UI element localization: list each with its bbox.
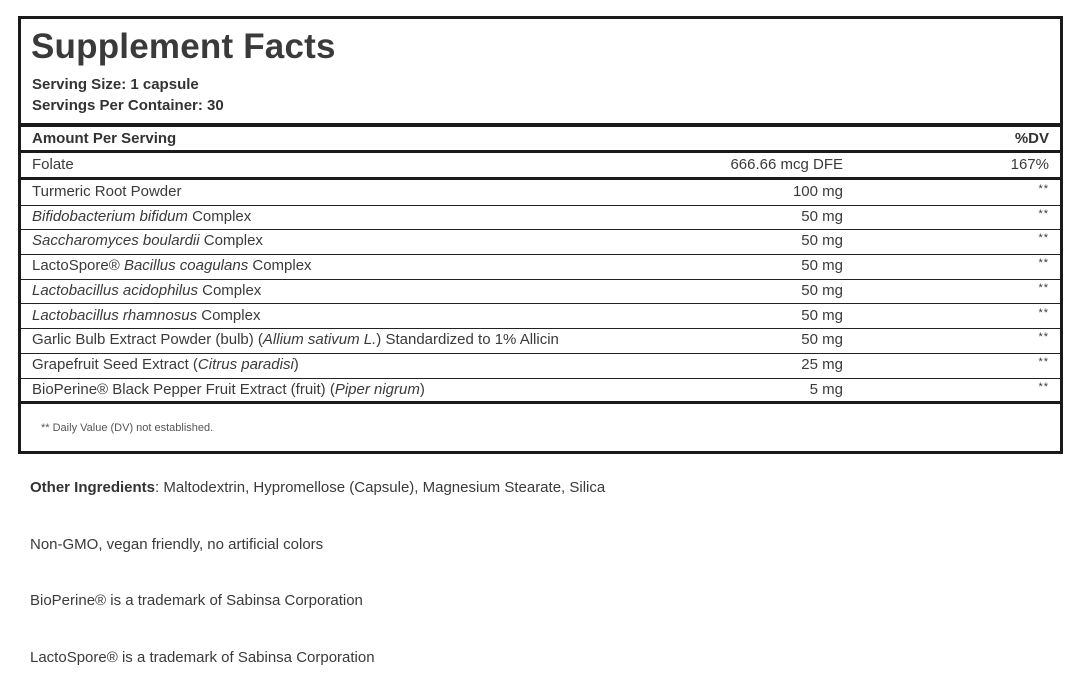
servings-per-container: Servings Per Container: 30 — [32, 97, 224, 114]
latin-name: Saccharomyces boulardii — [32, 232, 200, 250]
folate-row — [21, 153, 1060, 178]
table-row — [21, 180, 1060, 206]
ingredient-name — [32, 208, 251, 225]
latin-name: Bifidobacterium bifidum — [32, 207, 188, 225]
ingredient-dv: ** — [1038, 183, 1049, 195]
table-row — [21, 328, 1060, 354]
table-row — [21, 254, 1060, 280]
ingredient-name — [32, 282, 261, 299]
ingredient-dv: ** — [1038, 306, 1049, 319]
name-text: Garlic Bulb Extract Powder (bulb) ( — [32, 331, 263, 349]
ingredient-name — [32, 183, 182, 200]
table-row — [21, 353, 1060, 379]
other-ingredients — [30, 479, 605, 496]
dv-footnote: ** Daily Value (DV) not established. — [41, 422, 214, 434]
ingredient-name — [32, 356, 299, 373]
table-row — [21, 304, 1060, 330]
name-text: Grapefruit Seed Extract ( — [32, 355, 198, 373]
ingredient-dv: ** — [1038, 232, 1049, 245]
ingredient-name — [32, 381, 425, 398]
table-row — [21, 378, 1060, 403]
ingredient-dv: ** — [1038, 380, 1049, 393]
ingredient-dv: 167% — [1010, 156, 1049, 173]
name-text: ) — [419, 380, 425, 398]
ingredient-amount: 50 mg — [801, 281, 843, 299]
latin-name: Citrus paradisi — [197, 355, 294, 373]
name-text: BioPerine® Black Pepper Fruit Extract (fruit) ( — [32, 380, 335, 398]
ingredient-name — [32, 232, 263, 249]
name-text: LactoSpore® — [32, 257, 124, 275]
note-lactospore-trademark: LactoSpore® is a trademark of Sabinsa Corporation — [30, 649, 375, 666]
name-text: Complex — [248, 257, 312, 275]
other-ingredients-label: Other Ingredients — [30, 479, 156, 496]
name-text: Turmeric Root Powder — [32, 183, 182, 200]
amount-per-serving-header: Amount Per Serving — [32, 130, 177, 147]
name-text: Complex — [187, 207, 252, 225]
serving-size: Serving Size: 1 capsule — [32, 76, 199, 93]
ingredient-name — [32, 331, 559, 348]
ingredient-amount: 50 mg — [801, 257, 843, 275]
other-ingredients-text: : Maltodextrin, Hypromellose (Capsule), Magnesium Stearate, Silica — [155, 479, 606, 496]
name-text: ) Standardized to 1% Allicin — [376, 331, 559, 349]
divider-thick — [21, 123, 1060, 127]
ingredient-amount: 50 mg — [801, 232, 843, 250]
latin-name: Bacillus coagulans — [123, 257, 249, 275]
ingredient-dv: ** — [1038, 331, 1049, 344]
table-row — [21, 279, 1060, 305]
divider-thick — [21, 401, 1060, 404]
ingredient-name: Folate — [32, 156, 74, 173]
ingredient-dv: ** — [1038, 207, 1049, 220]
ingredient-amount: 50 mg — [801, 306, 843, 324]
table-row — [21, 229, 1060, 255]
ingredient-dv: ** — [1038, 257, 1049, 270]
dv-header: %DV — [1014, 130, 1049, 147]
ingredient-name — [32, 307, 260, 324]
latin-name: Allium sativum L. — [262, 331, 377, 349]
name-text: Complex — [197, 281, 262, 299]
latin-name: Lactobacillus acidophilus — [32, 281, 198, 299]
latin-name: Lactobacillus rhamnosus — [32, 306, 198, 324]
ingredient-dv: ** — [1038, 355, 1049, 368]
note-non-gmo: Non-GMO, vegan friendly, no artificial colors — [30, 536, 324, 553]
panel-title: Supplement Facts — [31, 27, 336, 66]
name-text: ) — [293, 355, 299, 373]
ingredient-name — [32, 257, 312, 274]
ingredient-amount: 5 mg — [809, 380, 843, 398]
ingredient-amount: 666.66 mcg DFE — [730, 156, 843, 173]
ingredient-amount: 100 mg — [792, 183, 843, 200]
ingredient-amount: 50 mg — [801, 331, 843, 349]
supplement-facts-panel — [18, 16, 1063, 454]
name-text: Complex — [199, 232, 263, 250]
latin-name: Piper nigrum — [334, 380, 420, 398]
name-text: Complex — [197, 306, 261, 324]
note-bioperine-trademark: BioPerine® is a trademark of Sabinsa Corporation — [30, 592, 363, 609]
ingredient-amount: 25 mg — [801, 355, 843, 373]
ingredient-dv: ** — [1038, 281, 1049, 294]
ingredient-amount: 50 mg — [801, 207, 843, 225]
table-row — [21, 205, 1060, 231]
